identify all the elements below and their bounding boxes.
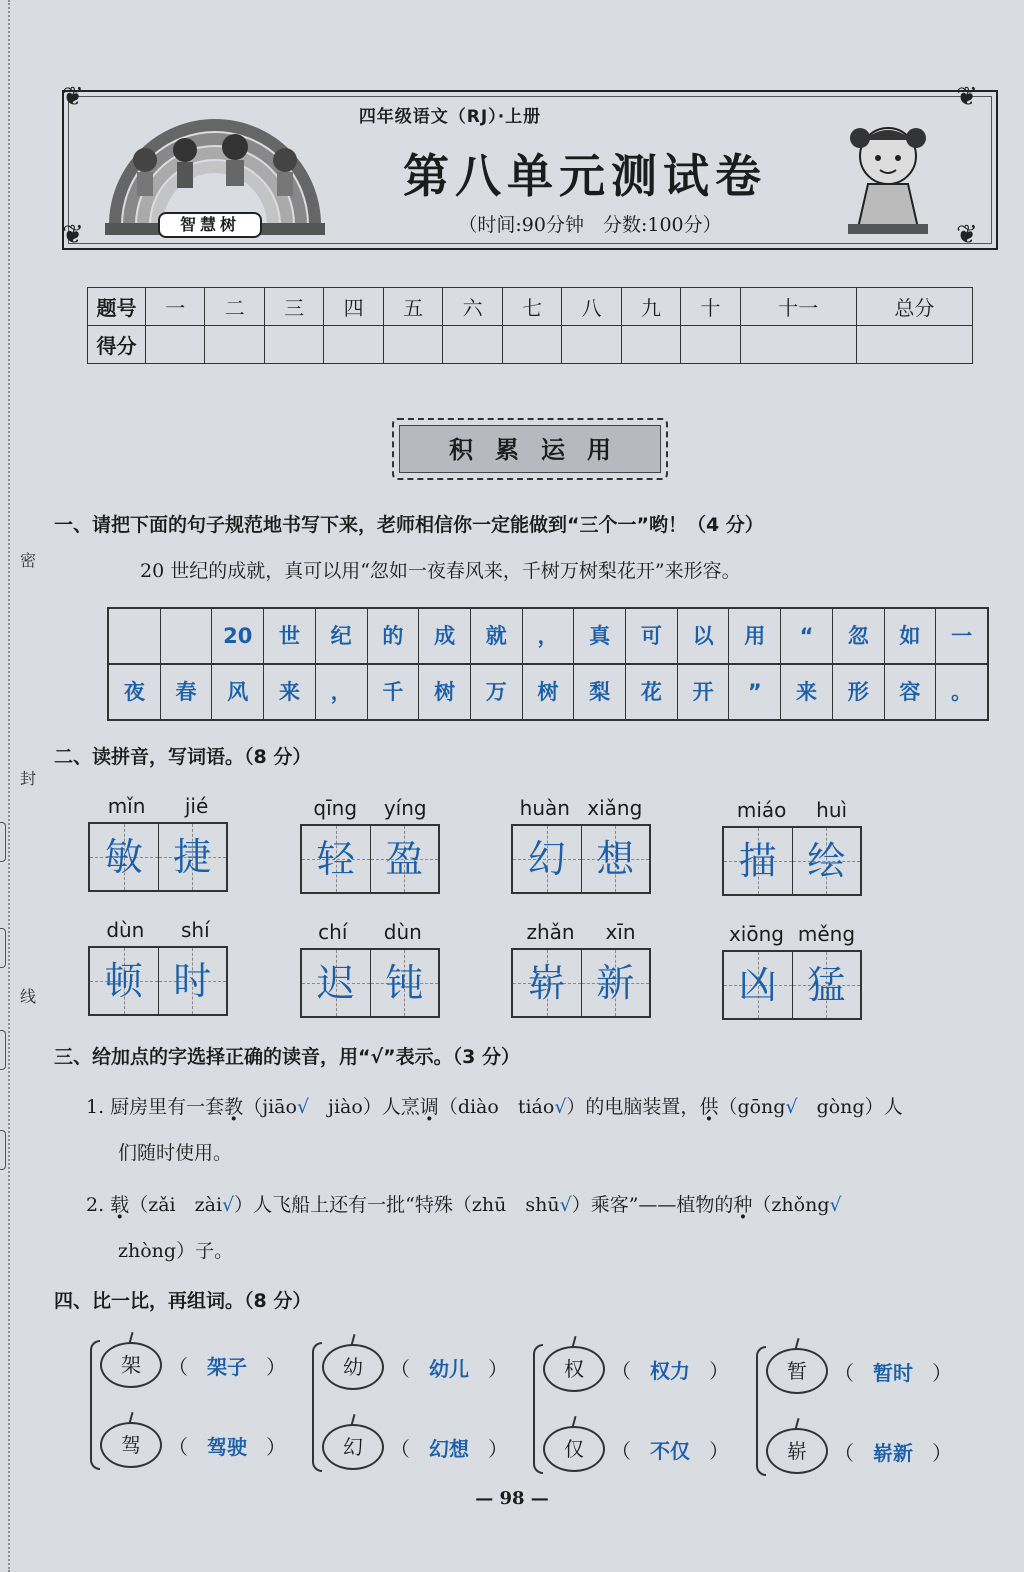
- grid-cell[interactable]: 真: [574, 609, 626, 663]
- grid-cell[interactable]: ”: [729, 665, 781, 719]
- question-3-item-2-cont: zhòng）子。: [118, 1240, 234, 1262]
- score-table-score-row: [88, 326, 973, 364]
- pinyin-syllable: měng: [797, 922, 856, 946]
- pinyin-syllable: chí: [318, 920, 348, 944]
- score-cell: 总分: [856, 288, 972, 326]
- paren-open: （: [834, 1360, 854, 1385]
- check-mark-icon: √: [296, 1096, 310, 1118]
- grid-cell[interactable]: 来: [781, 665, 833, 719]
- tian-grid-box[interactable]: [159, 948, 227, 1014]
- score-cell[interactable]: [205, 326, 264, 364]
- grid-cell[interactable]: 来: [264, 665, 316, 719]
- corner-ornament-icon: ❦: [956, 220, 978, 250]
- binding-dotted-line: [8, 0, 10, 1572]
- grid-cell[interactable]: 忽: [833, 609, 885, 663]
- dotted-char: 教: [224, 1096, 244, 1118]
- tian-grid-box[interactable]: [371, 950, 439, 1016]
- grid-cell[interactable]: [161, 609, 213, 663]
- grid-cell[interactable]: 就: [471, 609, 523, 663]
- pinyin-syllable: shí: [181, 918, 210, 942]
- pinyin-syllable: mǐn: [107, 794, 146, 818]
- pinyin-syllable: xiōng: [728, 922, 784, 946]
- pinyin-syllable: miáo: [736, 798, 787, 822]
- grid-cell[interactable]: 如: [885, 609, 937, 663]
- q3-text: jiào）人烹: [309, 1096, 420, 1118]
- tian-grid-box[interactable]: [513, 950, 582, 1016]
- compare-group: [756, 1342, 961, 1482]
- pinyin-syllable: dùn: [383, 920, 422, 944]
- writing-grid-row-1[interactable]: [107, 607, 989, 665]
- grid-cell[interactable]: 纪: [316, 609, 368, 663]
- pinyin-option[interactable]: （gōng: [718, 1096, 786, 1118]
- tian-grid-box[interactable]: [90, 948, 159, 1014]
- binding-tab: [0, 1130, 6, 1170]
- question-2-title: 二、读拼音，写词语。（8 分）: [54, 746, 312, 768]
- pinyin-syllable: jié: [184, 794, 209, 818]
- apple-char: 暂: [766, 1348, 828, 1394]
- dotted-char: 调: [419, 1096, 439, 1118]
- word-answer[interactable]: 幻想: [429, 1436, 469, 1461]
- apple-char: 架: [100, 1342, 162, 1388]
- q3-text: ）的电脑装置，: [566, 1096, 700, 1118]
- grid-cell[interactable]: 以: [678, 609, 730, 663]
- paren-close: ）: [709, 1438, 729, 1463]
- score-cell[interactable]: [502, 326, 561, 364]
- dotted-char: 载: [110, 1194, 130, 1216]
- question-3-item-1: [86, 1092, 903, 1119]
- apple-char: 幻: [322, 1424, 384, 1470]
- word-answer[interactable]: 不仅: [650, 1438, 690, 1463]
- binding-tab: [0, 822, 6, 862]
- answer-char: 想: [596, 837, 635, 881]
- grid-cell[interactable]: 梨: [574, 665, 626, 719]
- score-cell: 八: [562, 288, 621, 326]
- score-cell: 得分: [88, 326, 146, 364]
- pinyin-syllable: zhǎn: [526, 920, 575, 944]
- grid-cell[interactable]: 风: [212, 665, 264, 719]
- paren-open: （: [390, 1356, 410, 1381]
- pinyin-option[interactable]: （jiāo: [243, 1096, 297, 1118]
- paren-close: ）: [266, 1354, 286, 1379]
- pinyin-word[interactable]: [511, 796, 651, 894]
- q3-text: ）乘客”——植物的: [571, 1194, 734, 1216]
- score-cell[interactable]: [681, 326, 740, 364]
- apple-char: 权: [543, 1346, 605, 1392]
- tian-grid-box[interactable]: [582, 950, 650, 1016]
- page-number: — 98 —: [475, 1488, 549, 1509]
- pinyin-word[interactable]: [511, 920, 651, 1018]
- answer-char: 轻: [316, 837, 355, 881]
- score-cell[interactable]: [856, 326, 972, 364]
- apple-char: 仅: [543, 1426, 605, 1472]
- score-cell: 题号: [88, 288, 146, 326]
- pinyin-syllable: huì: [816, 798, 848, 822]
- score-cell[interactable]: [383, 326, 442, 364]
- grid-cell[interactable]: 世: [264, 609, 316, 663]
- score-cell[interactable]: [740, 326, 856, 364]
- question-1-sentence: 20 世纪的成就，真可以用“忽如一夜春风来，千树万树梨花开”来形容。: [140, 560, 741, 582]
- pinyin-syllable: dùn: [106, 918, 145, 942]
- check-mark-icon: √: [222, 1194, 235, 1216]
- grid-cell[interactable]: 用: [729, 609, 781, 663]
- question-3-title: 三、给加点的字选择正确的读音，用“√”表示。（3 分）: [54, 1046, 520, 1068]
- q3-text: gòng）人: [797, 1096, 903, 1118]
- answer-char: 顿: [104, 959, 143, 1003]
- score-cell[interactable]: [264, 326, 323, 364]
- grid-cell[interactable]: 花: [626, 665, 678, 719]
- corner-ornament-icon: ❦: [62, 220, 84, 250]
- pinyin-word[interactable]: [722, 922, 862, 1020]
- paren-close: ）: [932, 1440, 952, 1465]
- grid-cell[interactable]: 树: [523, 665, 575, 719]
- answer-char: 凶: [738, 963, 777, 1007]
- check-mark-icon: √: [785, 1096, 798, 1118]
- word-answer[interactable]: 架子: [207, 1354, 247, 1379]
- tian-grid-box[interactable]: [302, 826, 371, 892]
- grid-cell[interactable]: 形: [833, 665, 885, 719]
- binding-tab: [0, 1030, 6, 1070]
- q3-text: 1. 厨房里有一套: [86, 1096, 225, 1118]
- apple-char: 驾: [100, 1422, 162, 1468]
- tian-grid-box[interactable]: [582, 826, 650, 892]
- paren-open: （: [834, 1440, 854, 1465]
- paren-close: ）: [488, 1436, 508, 1461]
- brace-bracket: [90, 1340, 100, 1470]
- answer-char: 崭: [527, 961, 566, 1005]
- dotted-char: 供: [699, 1096, 719, 1118]
- pinyin-syllable: huàn: [519, 796, 570, 820]
- paren-open: （: [168, 1354, 188, 1379]
- binding-char-feng: 封: [20, 769, 37, 788]
- paren-close: ）: [709, 1358, 729, 1383]
- score-cell: 十: [681, 288, 740, 326]
- tian-grid-box[interactable]: [371, 826, 439, 892]
- answer-char: 新: [596, 961, 635, 1005]
- grid-cell[interactable]: [109, 609, 161, 663]
- binding-tab: [0, 928, 6, 968]
- grid-cell[interactable]: 千: [368, 665, 420, 719]
- binding-char-mi: 密: [20, 551, 37, 570]
- grid-cell[interactable]: 可: [626, 609, 678, 663]
- answer-char: 钝: [385, 961, 424, 1005]
- answer-char: 描: [738, 839, 777, 883]
- paren-open: （: [611, 1358, 631, 1383]
- question-1-title: 一、请把下面的句子规范地书写下来，老师相信你一定能做到“三个一”哟！（4 分）: [54, 514, 764, 536]
- brace-bracket: [756, 1346, 766, 1476]
- score-cell: 六: [443, 288, 502, 326]
- word-answer[interactable]: 幼儿: [429, 1356, 469, 1381]
- answer-char: 盈: [385, 837, 424, 881]
- apple-char: 幼: [322, 1344, 384, 1390]
- brace-bracket: [533, 1344, 543, 1474]
- brand-badge: 智慧树: [158, 212, 262, 238]
- answer-char: 时: [173, 959, 212, 1003]
- score-cell[interactable]: [146, 326, 205, 364]
- pinyin-option[interactable]: （zǎi zài: [129, 1194, 223, 1216]
- grid-cell[interactable]: 。: [951, 680, 973, 704]
- score-cell: 四: [324, 288, 383, 326]
- paren-open: （: [611, 1438, 631, 1463]
- answer-char: 捷: [173, 835, 212, 879]
- tian-grid-box[interactable]: [793, 828, 861, 894]
- check-mark-icon: √: [554, 1096, 567, 1118]
- pinyin-word[interactable]: [88, 794, 228, 892]
- grid-cell[interactable]: “: [781, 609, 833, 663]
- compare-group: [533, 1340, 738, 1480]
- score-cell: 七: [502, 288, 561, 326]
- pinyin-word[interactable]: [300, 920, 440, 1018]
- corner-ornament-icon: ❦: [62, 82, 84, 112]
- pinyin-word[interactable]: [300, 796, 440, 894]
- grid-cell[interactable]: 的: [368, 609, 420, 663]
- corner-ornament-icon: ❦: [956, 82, 978, 112]
- tian-grid-box[interactable]: [302, 950, 371, 1016]
- score-table-header-row: [88, 288, 973, 326]
- grid-cell[interactable]: 容: [885, 665, 937, 719]
- compare-group: [312, 1338, 517, 1478]
- score-table: [87, 287, 973, 364]
- paren-open: （: [168, 1434, 188, 1459]
- paren-open: （: [390, 1436, 410, 1461]
- section-banner: [392, 418, 668, 480]
- time-score-info: （时间:90分钟 分数:100分）: [458, 214, 722, 236]
- paren-close: ）: [488, 1356, 508, 1381]
- pinyin-option[interactable]: （diào tiáo: [438, 1096, 555, 1118]
- grid-cell[interactable]: 成: [419, 609, 471, 663]
- score-cell[interactable]: [621, 326, 680, 364]
- score-cell[interactable]: [443, 326, 502, 364]
- page-title: 第八单元测试卷: [403, 149, 767, 203]
- paren-close: ）: [932, 1360, 952, 1385]
- compare-group: [90, 1336, 295, 1476]
- q3-text: 2.: [86, 1194, 111, 1216]
- binding-char-xian: 线: [20, 987, 37, 1006]
- grid-cell[interactable]: 开: [678, 665, 730, 719]
- pinyin-word[interactable]: [722, 798, 862, 896]
- apple-char: 崭: [766, 1428, 828, 1474]
- score-cell: 九: [621, 288, 680, 326]
- answer-char: 猛: [807, 963, 846, 1007]
- girl-illustration: [838, 118, 938, 243]
- score-cell: 二: [205, 288, 264, 326]
- word-answer[interactable]: 权力: [650, 1358, 690, 1383]
- word-answer[interactable]: 暂时: [873, 1360, 913, 1385]
- score-cell: 五: [383, 288, 442, 326]
- grid-cell[interactable]: ，: [523, 609, 575, 663]
- tian-grid-box[interactable]: [90, 824, 159, 890]
- pinyin-option[interactable]: （zhǒng: [752, 1194, 830, 1216]
- score-cell[interactable]: [562, 326, 621, 364]
- answer-char: 敏: [104, 835, 143, 879]
- grid-cell[interactable]: ，: [316, 665, 368, 719]
- dotted-char: 种: [733, 1194, 753, 1216]
- paren-close: ）: [266, 1434, 286, 1459]
- answer-char: 迟: [316, 961, 355, 1005]
- score-cell: 三: [264, 288, 323, 326]
- tian-grid-box[interactable]: [513, 826, 582, 892]
- tian-grid-box[interactable]: [724, 952, 793, 1018]
- score-cell[interactable]: [324, 326, 383, 364]
- grid-cell[interactable]: 20: [212, 609, 264, 663]
- pinyin-word[interactable]: [88, 918, 228, 1016]
- word-answer[interactable]: 驾驶: [207, 1434, 247, 1459]
- writing-grid-row-2[interactable]: [107, 663, 989, 721]
- grid-cell[interactable]: 夜: [109, 665, 161, 719]
- pinyin-syllable: xiǎng: [587, 796, 643, 820]
- section-title: 积累运用: [399, 425, 661, 473]
- check-mark-icon: √: [829, 1194, 842, 1216]
- grid-cell[interactable]: 树: [419, 665, 471, 719]
- answer-char: 绘: [807, 839, 846, 883]
- question-4-title: 四、比一比，再组词。（8 分）: [54, 1290, 312, 1312]
- pinyin-option[interactable]: ）人飞船上还有一批“特殊（zhū shū: [234, 1194, 560, 1216]
- question-3-item-1-cont: 们随时使用。: [118, 1142, 233, 1164]
- tian-grid-box[interactable]: [159, 824, 227, 890]
- score-cell: 十一: [740, 288, 856, 326]
- grid-cell[interactable]: 春: [161, 665, 213, 719]
- pinyin-syllable: yíng: [383, 796, 427, 820]
- pinyin-syllable: qīng: [313, 796, 358, 820]
- question-3-item-2: [86, 1190, 842, 1217]
- brace-bracket: [312, 1342, 322, 1472]
- check-mark-icon: √: [559, 1194, 572, 1216]
- score-cell: 一: [146, 288, 205, 326]
- grid-cell[interactable]: 一: [951, 624, 973, 648]
- answer-char: 幻: [527, 837, 566, 881]
- grid-cell[interactable]: 万: [471, 665, 523, 719]
- word-answer[interactable]: 崭新: [873, 1440, 913, 1465]
- grade-label: 四年级语文（RJ）·上册: [358, 107, 542, 127]
- pinyin-syllable: xīn: [605, 920, 636, 944]
- tian-grid-box[interactable]: [793, 952, 861, 1018]
- tian-grid-box[interactable]: [724, 828, 793, 894]
